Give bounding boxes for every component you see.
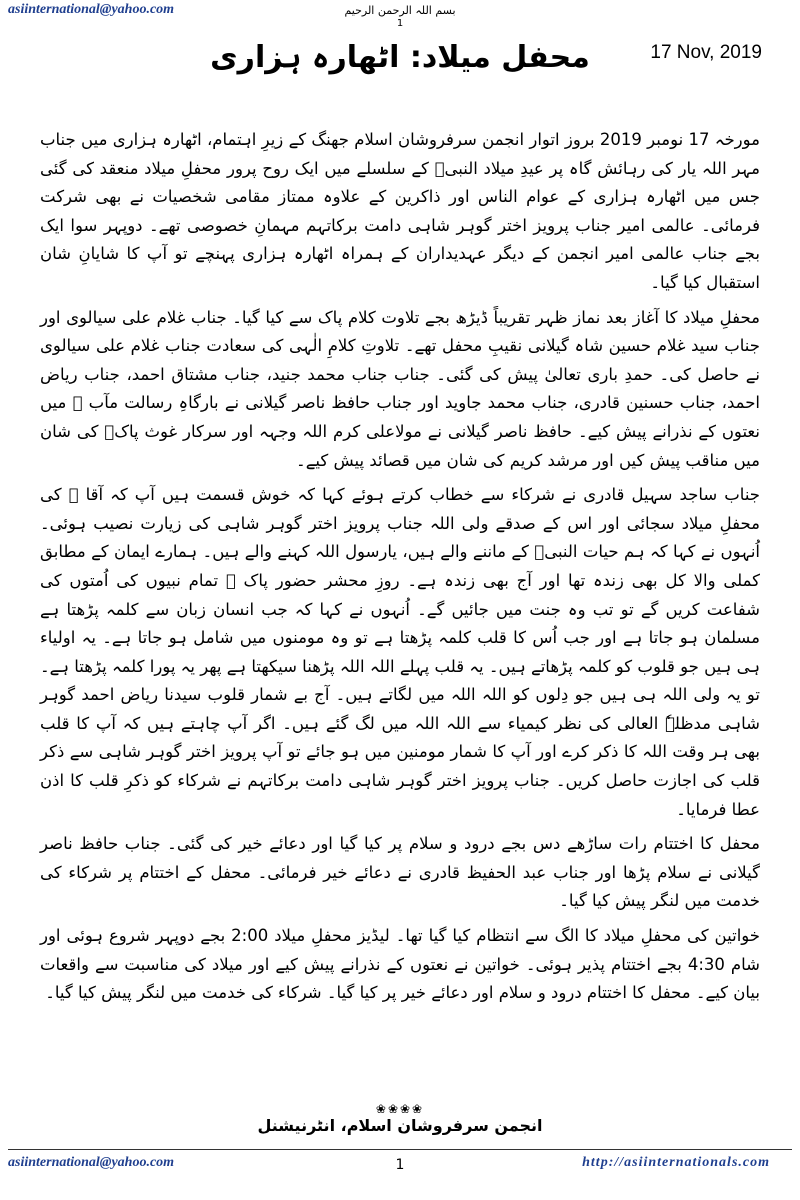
paragraph-program: محفلِ میلاد کا آغاز بعد نماز ظہر تقریباً ڈیڑھ بجے تلاوت کلام پاک سے کیا گیا۔ جناب غلام علی سیالوی اور جناب سید غلام حسین شاہ گیلانی نقیبِ محفل تھے۔ تلاوتِ کلامِ الٰہی کی سعادت جناب غلام علی سیالوی نے حاصل کی۔ حمدِ باری تعالیٰ پیش کی گئی۔ جناب جناب محمد جنید، جناب مشتاق احمد، جناب ریاض احمد، جناب حسنین قادری، جناب محمد جاوید اور جناب حافظ ناصر گیلانی نے بارگاہِ رسالت مآب ﷺ میں نعتوں کے نذرانے پیش کیے۔ حافظ ناصر گیلانی نے مولاعلی کرم اللہ وجہہ اور سرکار غوث پاکؓ کی شان میں مناقب پیش کیں اور مرشد کریم کی شان میں قصائد پیش کیے۔	[40, 307, 760, 470]
flower-ornament-icon: ❀❀❀❀	[375, 1102, 425, 1116]
paragraph-intro: مورخہ 17 نومبر 2019 بروز اتوار انجمن سرفروشان اسلام جھنگ کے زیرِ اہتمام، اٹھارہ ہزاری میں جناب مہر اللہ یار کی رہائش گاہ پر عیدِ میلاد النبیؐ کے سلسلے میں ایک روح پرور محفلِ میلاد منعقد کی گئی جس میں اٹھارہ ہزاری کے عوام الناس اور ذاکرین کے علاوہ ممتاز مقامی شخصیات نے بھی شرکت فرمائی۔ عالمی امیر جناب پرویز اختر گوہر شاہی دامت برکاتہم مہمانِ خصوصی تھے۔ دوپہر سوا ایک بجے جناب عالمی امیر انجمن کے دیگر عہدیداران کے ہمراہ اٹھارہ ہزاری پہنچے تو آپ کا شایانِ شان استقبال کیا گیا۔	[40, 130, 760, 292]
organization-name: انجمن سرفروشان اسلام، انٹرنیشنل	[257, 1116, 543, 1135]
article-date: 17 Nov, 2019	[650, 42, 762, 63]
bismillah: بسم اللہ الرحمن الرحیم	[344, 4, 456, 17]
paragraph-closing: محفل کا اختتام رات ساڑھے دس بجے درود و سلام پر کیا گیا اور دعائے خیر کی گئی۔ جناب حافظ ناصر گیلانی نے سلام پڑھا اور جناب عبد الحفیظ قادری نے دعائے خیر فرمائی۔ محفل کے اختتام پر شرکاء کی خدمت میں لنگر پیش کیا گیا۔	[40, 834, 760, 911]
footer-website-link[interactable]: http://asiinternationals.com	[582, 1155, 770, 1170]
header-page-number: 1	[396, 18, 404, 29]
paragraph-speech: جناب ساجد سہیل قادری نے شرکاء سے خطاب کرتے ہوئے کہا کہ خوش قسمت ہیں آپ کہ آقا ﷺ کی محفلِ میلاد سجائی اور اس کے صدقے ولی اللہ جناب پرویز اختر گوہر شاہی کی زیارت نصیب ہوئی۔ اُنہوں نے کہا کہ ہم حیات النبیؐ کے ماننے والے ہیں، یارسول اللہ کہنے والے ہیں۔ ہمارے ایمان کے مطابق کملی والا کل بھی زندہ تھا اور آج بھی زندہ ہے۔ روزِ محشر حضور پاک ﷺ تمام نبیوں کی اُمتوں کی شفاعت کریں گے تو تب وہ جنت میں جائیں گے۔ اُنہوں نے کہا کہ جب انسان زبان سے کلمہ پڑھتا ہے مسلمان ہو جاتا ہے اور جب اُس کا قلب کلمہ پڑھتا ہے تو وہ مومنوں میں شامل ہو جاتا ہے۔ یہ اولیاء ہی ہیں جو قلوب کو کلمہ پڑھاتے ہیں۔ یہ قلب پہلے اللہ اللہ پڑھنا سیکھتا ہے پھر یہ پورا کلمہ پڑھتا ہے۔ تو یہ ولی اللہ ہی ہیں جو دِلوں کو اللہ اللہ میں لگاتے ہیں۔ آج بے شمار قلوب سیدنا ریاض احمد گوہر شاہی مدظلہٗ العالی کی نظر کیمیاء سے اللہ اللہ میں لگ گئے ہیں۔ اگر آپ چاہتے ہیں کہ آپ کا قلب بھی ہر وقت اللہ کا ذکر کرے اور آپ کا شمار مومنین میں ہو جائے تو آپ پرویز اختر گوہر شاہی سے ذکر قلب کی اجازت حاصل کریں۔ جناب پرویز اختر گوہر شاہی دامت برکاتہم نے شرکاء کو ذکرِ قلب کا اذن عطا فرمایا۔	[40, 485, 760, 819]
header-email: asiinternational@yahoo.com	[8, 2, 175, 17]
paragraph-ladies: خواتین کی محفلِ میلاد کا الگ سے انتظام کیا گیا تھا۔ لیڈیز محفلِ میلاد 2:00 بجے دوپہر شروع ہوئی اور شام 4:30 بجے اختتام پذیر ہوئی۔ خواتین نے نعتوں کے نذرانے پیش کیے اور میلاد کی مناسبت سے واقعات بیان کیے۔ محفل کا اختتام درود و سلام اور دعائے خیر پر کیا گیا۔ شرکاء کی خدمت میں لنگر پیش کیا گیا۔	[40, 926, 760, 1003]
footer-divider	[8, 1149, 792, 1150]
article-body	[40, 126, 760, 1014]
footer-email-link[interactable]: asiinternational@yahoo.com	[8, 1155, 175, 1170]
article-title: محفل میلاد: اٹھارہ ہزاری	[210, 40, 590, 75]
footer-page-number: 1	[395, 1157, 405, 1173]
